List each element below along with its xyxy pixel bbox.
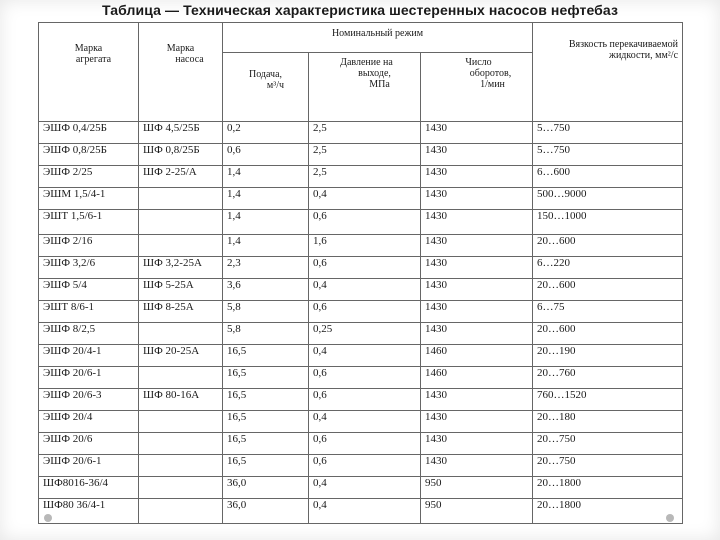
cell-feed: 16,5 <box>223 455 309 477</box>
table-row <box>39 499 683 524</box>
cell-pressure: 0,4 <box>309 411 421 433</box>
cell-feed: 3,6 <box>223 279 309 301</box>
cell-viscosity: 20…600 <box>533 279 683 301</box>
cell-pump-brand: ШФ 5-25А <box>139 279 223 301</box>
cell-pump-brand <box>139 367 223 389</box>
cell-unit-brand: ШФ80 36/4-1 <box>39 499 139 524</box>
cell-pressure: 0,4 <box>309 279 421 301</box>
cell-pump-brand: ШФ 20-25А <box>139 345 223 367</box>
cell-rpm: 1430 <box>421 235 533 257</box>
cell-feed: 16,5 <box>223 389 309 411</box>
cell-feed: 36,0 <box>223 477 309 499</box>
cell-feed: 1,4 <box>223 210 309 235</box>
header-unit-brand <box>39 23 139 122</box>
header-pressure-line3: МПа <box>369 79 390 90</box>
cell-viscosity: 20…190 <box>533 345 683 367</box>
cell-unit-brand: ЭШФ 20/6-1 <box>39 455 139 477</box>
header-feed-line1: Подача, <box>248 69 283 80</box>
cell-pump-brand <box>139 210 223 235</box>
cell-viscosity: 5…750 <box>533 144 683 166</box>
cell-rpm: 950 <box>421 499 533 524</box>
header-pressure-line1: Давление на <box>340 57 393 68</box>
table-row <box>39 345 683 367</box>
cell-unit-brand: ЭШФ 20/6-3 <box>39 389 139 411</box>
cell-pressure: 0,25 <box>309 323 421 345</box>
table-row <box>39 144 683 166</box>
cell-viscosity: 500…9000 <box>533 188 683 210</box>
corner-dot-left <box>44 514 52 522</box>
table-row <box>39 411 683 433</box>
cell-rpm: 1430 <box>421 301 533 323</box>
table-row <box>39 301 683 323</box>
cell-unit-brand: ЭШТ 1,5/6-1 <box>39 210 139 235</box>
table-row <box>39 477 683 499</box>
cell-pressure: 0,4 <box>309 188 421 210</box>
cell-pressure: 0,6 <box>309 433 421 455</box>
cell-rpm: 1430 <box>421 166 533 188</box>
cell-unit-brand: ШФ8016-36/4 <box>39 477 139 499</box>
cell-viscosity: 20…1800 <box>533 477 683 499</box>
cell-pump-brand <box>139 499 223 524</box>
cell-unit-brand: ЭШФ 0,8/25Б <box>39 144 139 166</box>
table-row <box>39 188 683 210</box>
cell-pressure: 0,6 <box>309 367 421 389</box>
header-pump-brand <box>139 23 223 122</box>
cell-rpm: 1430 <box>421 257 533 279</box>
cell-rpm: 1430 <box>421 455 533 477</box>
cell-pump-brand <box>139 411 223 433</box>
cell-unit-brand: ЭШФ 2/16 <box>39 235 139 257</box>
cell-viscosity: 150…1000 <box>533 210 683 235</box>
cell-pump-brand: ШФ 2-25/А <box>139 166 223 188</box>
cell-unit-brand: ЭШФ 5/4 <box>39 279 139 301</box>
cell-viscosity: 6…600 <box>533 166 683 188</box>
cell-viscosity: 6…75 <box>533 301 683 323</box>
cell-pressure: 2,5 <box>309 144 421 166</box>
cell-pump-brand <box>139 455 223 477</box>
cell-pressure: 2,5 <box>309 122 421 144</box>
table-row <box>39 367 683 389</box>
cell-pump-brand <box>139 477 223 499</box>
cell-pressure: 0,4 <box>309 345 421 367</box>
cell-pump-brand <box>139 433 223 455</box>
cell-unit-brand: ЭШФ 0,4/25Б <box>39 122 139 144</box>
header-rpm <box>421 53 533 122</box>
cell-pressure: 0,6 <box>309 210 421 235</box>
cell-unit-brand: ЭШФ 20/6-1 <box>39 367 139 389</box>
cell-feed: 2,3 <box>223 257 309 279</box>
cell-unit-brand: ЭШМ 1,5/4-1 <box>39 188 139 210</box>
cell-rpm: 1430 <box>421 411 533 433</box>
header-feed-line2: м³/ч <box>266 80 285 91</box>
table-title: Таблица — Техническая характеристика шестеренных насосов нефтебаз <box>101 2 619 18</box>
cell-viscosity: 20…180 <box>533 411 683 433</box>
cell-feed: 1,4 <box>223 235 309 257</box>
cell-rpm: 1430 <box>421 323 533 345</box>
cell-feed: 5,8 <box>223 323 309 345</box>
cell-rpm: 1430 <box>421 389 533 411</box>
cell-unit-brand: ЭШФ 20/4 <box>39 411 139 433</box>
cell-unit-brand: ЭШФ 8/2,5 <box>39 323 139 345</box>
cell-feed: 16,5 <box>223 411 309 433</box>
table-row <box>39 433 683 455</box>
cell-rpm: 1430 <box>421 188 533 210</box>
cell-viscosity: 20…600 <box>533 235 683 257</box>
cell-pressure: 0,6 <box>309 455 421 477</box>
table-row <box>39 122 683 144</box>
cell-feed: 1,4 <box>223 166 309 188</box>
table-row <box>39 210 683 235</box>
cell-viscosity: 6…220 <box>533 257 683 279</box>
header-unit-brand-line1: Марка <box>74 43 103 54</box>
cell-rpm: 1430 <box>421 210 533 235</box>
header-pump-brand-line2: насоса <box>175 54 204 65</box>
table-row <box>39 389 683 411</box>
table-row <box>39 323 683 345</box>
header-pressure <box>309 53 421 122</box>
header-rpm-line2: оборотов, <box>469 68 512 79</box>
cell-rpm: 1460 <box>421 367 533 389</box>
cell-feed: 16,5 <box>223 367 309 389</box>
header-viscosity: Вязкость перекачиваемой жидкости, мм²/с <box>533 23 683 122</box>
header-rpm-line3: 1/мин <box>480 79 505 90</box>
header-feed <box>223 53 309 122</box>
header-rpm-line1: Число <box>465 57 492 68</box>
cell-pump-brand <box>139 323 223 345</box>
header-pump-brand-line1: Марка <box>166 43 195 54</box>
cell-feed: 0,2 <box>223 122 309 144</box>
cell-unit-brand: ЭШФ 2/25 <box>39 166 139 188</box>
cell-feed: 16,5 <box>223 433 309 455</box>
header-unit-brand-line2: агрегата <box>75 54 112 65</box>
cell-rpm: 1430 <box>421 433 533 455</box>
cell-viscosity: 20…750 <box>533 455 683 477</box>
cell-unit-brand: ЭШФ 20/4-1 <box>39 345 139 367</box>
header-nominal-mode: Номинальный режим <box>223 23 533 53</box>
cell-viscosity: 20…750 <box>533 433 683 455</box>
cell-rpm: 1430 <box>421 144 533 166</box>
cell-pump-brand: ШФ 3,2-25А <box>139 257 223 279</box>
header-pressure-line2: выходе, <box>358 68 391 79</box>
cell-rpm: 1430 <box>421 122 533 144</box>
cell-viscosity: 20…760 <box>533 367 683 389</box>
table-row <box>39 279 683 301</box>
cell-pump-brand <box>139 188 223 210</box>
cell-unit-brand: ЭШТ 8/6-1 <box>39 301 139 323</box>
cell-feed: 16,5 <box>223 345 309 367</box>
cell-unit-brand: ЭШФ 20/6 <box>39 433 139 455</box>
cell-pressure: 0,6 <box>309 389 421 411</box>
cell-pressure: 0,6 <box>309 257 421 279</box>
cell-pressure: 1,6 <box>309 235 421 257</box>
cell-rpm: 1460 <box>421 345 533 367</box>
cell-feed: 36,0 <box>223 499 309 524</box>
table-row <box>39 235 683 257</box>
cell-viscosity: 760…1520 <box>533 389 683 411</box>
corner-dot-right <box>666 514 674 522</box>
cell-rpm: 950 <box>421 477 533 499</box>
cell-feed: 1,4 <box>223 188 309 210</box>
cell-feed: 0,6 <box>223 144 309 166</box>
cell-pressure: 0,6 <box>309 301 421 323</box>
cell-pressure: 2,5 <box>309 166 421 188</box>
table-row <box>39 455 683 477</box>
table-row <box>39 166 683 188</box>
cell-pressure: 0,4 <box>309 499 421 524</box>
cell-rpm: 1430 <box>421 279 533 301</box>
cell-pump-brand: ШФ 80-16А <box>139 389 223 411</box>
cell-pump-brand: ШФ 4,5/25Б <box>139 122 223 144</box>
table-row <box>39 257 683 279</box>
cell-feed: 5,8 <box>223 301 309 323</box>
cell-pump-brand: ШФ 0,8/25Б <box>139 144 223 166</box>
cell-unit-brand: ЭШФ 3,2/6 <box>39 257 139 279</box>
cell-pressure: 0,4 <box>309 477 421 499</box>
cell-pump-brand: ШФ 8-25А <box>139 301 223 323</box>
pump-spec-table <box>38 22 683 524</box>
cell-pump-brand <box>139 235 223 257</box>
cell-viscosity: 20…600 <box>533 323 683 345</box>
cell-viscosity: 20…1800 <box>533 499 683 524</box>
cell-viscosity: 5…750 <box>533 122 683 144</box>
